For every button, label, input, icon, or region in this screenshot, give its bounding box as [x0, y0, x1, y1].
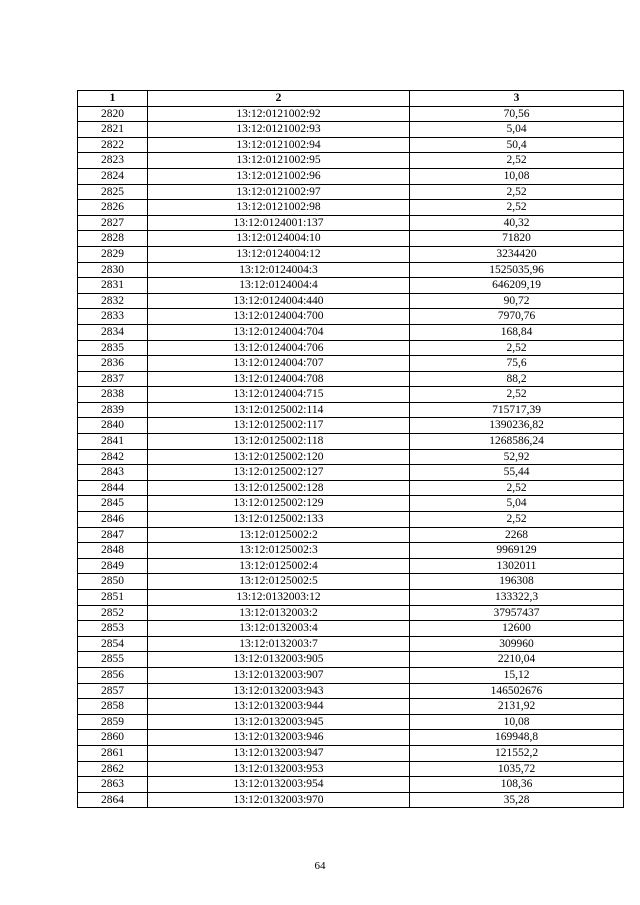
cadastral-number-cell: 13:12:0132003:947: [148, 745, 410, 761]
cadastral-number-cell: 13:12:0132003:4: [148, 621, 410, 637]
table-row: [78, 745, 624, 761]
cadastral-number-cell: 13:12:0124001:137: [148, 215, 410, 231]
table-row: [78, 496, 624, 512]
table-row: [78, 449, 624, 465]
row-number-cell: 2851: [78, 590, 148, 606]
cadastral-number-cell: 13:12:0125002:128: [148, 480, 410, 496]
table-row: [78, 293, 624, 309]
table-row: [78, 168, 624, 184]
row-number-cell: 2861: [78, 745, 148, 761]
cadastral-number-cell: 13:12:0124004:704: [148, 324, 410, 340]
cadastral-number-cell: 13:12:0132003:2: [148, 605, 410, 621]
row-number-cell: 2824: [78, 168, 148, 184]
cadastral-number-cell: 13:12:0124004:700: [148, 309, 410, 325]
table-row: [78, 761, 624, 777]
value-cell: 196308: [410, 574, 624, 590]
value-cell: 169948,8: [410, 730, 624, 746]
cadastral-number-cell: 13:12:0121002:94: [148, 137, 410, 153]
cadastral-number-cell: 13:12:0125002:117: [148, 418, 410, 434]
table-row: [78, 215, 624, 231]
table-row: [78, 714, 624, 730]
cadastral-number-cell: 13:12:0132003:953: [148, 761, 410, 777]
cadastral-number-cell: 13:12:0125002:2: [148, 527, 410, 543]
table-row: [78, 246, 624, 262]
row-number-cell: 2839: [78, 402, 148, 418]
value-cell: 1302011: [410, 558, 624, 574]
cadastral-number-cell: 13:12:0124004:715: [148, 387, 410, 403]
value-cell: 2131,92: [410, 699, 624, 715]
value-cell: 1525035,96: [410, 262, 624, 278]
cadastral-number-cell: 13:12:0121002:96: [148, 168, 410, 184]
table-row: [78, 543, 624, 559]
column-header-1: 1: [78, 91, 148, 107]
table-row: [78, 387, 624, 403]
row-number-cell: 2852: [78, 605, 148, 621]
cadastral-number-cell: 13:12:0132003:12: [148, 590, 410, 606]
row-number-cell: 2864: [78, 792, 148, 808]
value-cell: 88,2: [410, 371, 624, 387]
table-row: [78, 636, 624, 652]
row-number-cell: 2835: [78, 340, 148, 356]
row-number-cell: 2823: [78, 153, 148, 169]
table-row: [78, 278, 624, 294]
row-number-cell: 2854: [78, 636, 148, 652]
cadastral-number-cell: 13:12:0125002:4: [148, 558, 410, 574]
table-row: [78, 434, 624, 450]
value-cell: 168,84: [410, 324, 624, 340]
value-cell: 90,72: [410, 293, 624, 309]
value-cell: 15,12: [410, 667, 624, 683]
value-cell: 71820: [410, 231, 624, 247]
table-row: [78, 574, 624, 590]
table-row: [78, 200, 624, 216]
row-number-cell: 2853: [78, 621, 148, 637]
value-cell: 7970,76: [410, 309, 624, 325]
row-number-cell: 2850: [78, 574, 148, 590]
cadastral-number-cell: 13:12:0125002:118: [148, 434, 410, 450]
value-cell: 715717,39: [410, 402, 624, 418]
row-number-cell: 2840: [78, 418, 148, 434]
table-row: [78, 231, 624, 247]
row-number-cell: 2844: [78, 480, 148, 496]
value-cell: 121552,2: [410, 745, 624, 761]
cadastral-number-cell: 13:12:0125002:133: [148, 512, 410, 528]
data-table: [77, 90, 624, 808]
cadastral-number-cell: 13:12:0125002:120: [148, 449, 410, 465]
cadastral-number-cell: 13:12:0125002:114: [148, 402, 410, 418]
row-number-cell: 2828: [78, 231, 148, 247]
table-row: [78, 590, 624, 606]
row-number-cell: 2833: [78, 309, 148, 325]
value-cell: 2,52: [410, 512, 624, 528]
value-cell: 646209,19: [410, 278, 624, 294]
row-number-cell: 2838: [78, 387, 148, 403]
table-row: [78, 324, 624, 340]
value-cell: 40,32: [410, 215, 624, 231]
table-row: [78, 558, 624, 574]
cadastral-number-cell: 13:12:0121002:98: [148, 200, 410, 216]
table-row: [78, 652, 624, 668]
value-cell: 12600: [410, 621, 624, 637]
value-cell: 52,92: [410, 449, 624, 465]
table-row: [78, 418, 624, 434]
value-cell: 3234420: [410, 246, 624, 262]
table-row: [78, 777, 624, 793]
row-number-cell: 2855: [78, 652, 148, 668]
cadastral-number-cell: 13:12:0132003:954: [148, 777, 410, 793]
page-number: 64: [314, 860, 326, 872]
table-row: [78, 184, 624, 200]
table-row: [78, 699, 624, 715]
value-cell: 108,36: [410, 777, 624, 793]
column-header-2: 2: [148, 91, 410, 107]
value-cell: 9969129: [410, 543, 624, 559]
value-cell: 5,04: [410, 496, 624, 512]
cadastral-number-cell: 13:12:0125002:127: [148, 465, 410, 481]
table-row: [78, 527, 624, 543]
row-number-cell: 2827: [78, 215, 148, 231]
row-number-cell: 2841: [78, 434, 148, 450]
cadastral-number-cell: 13:12:0124004:4: [148, 278, 410, 294]
value-cell: 2,52: [410, 184, 624, 200]
table-row: [78, 512, 624, 528]
cadastral-number-cell: 13:12:0121002:92: [148, 106, 410, 122]
table-row: [78, 122, 624, 138]
value-cell: 2,52: [410, 200, 624, 216]
table-header-row: [78, 91, 624, 107]
row-number-cell: 2860: [78, 730, 148, 746]
row-number-cell: 2837: [78, 371, 148, 387]
cadastral-number-cell: 13:12:0121002:93: [148, 122, 410, 138]
row-number-cell: 2826: [78, 200, 148, 216]
table-row: [78, 402, 624, 418]
row-number-cell: 2847: [78, 527, 148, 543]
value-cell: 50,4: [410, 137, 624, 153]
cadastral-number-cell: 13:12:0124004:706: [148, 340, 410, 356]
row-number-cell: 2830: [78, 262, 148, 278]
value-cell: 1390236,82: [410, 418, 624, 434]
cadastral-number-cell: 13:12:0132003:945: [148, 714, 410, 730]
cadastral-number-cell: 13:12:0124004:10: [148, 231, 410, 247]
row-number-cell: 2863: [78, 777, 148, 793]
value-cell: 55,44: [410, 465, 624, 481]
cadastral-number-cell: 13:12:0125002:3: [148, 543, 410, 559]
cadastral-number-cell: 13:12:0132003:970: [148, 792, 410, 808]
cadastral-number-cell: 13:12:0124004:440: [148, 293, 410, 309]
cadastral-number-cell: 13:12:0132003:905: [148, 652, 410, 668]
table-row: [78, 309, 624, 325]
value-cell: 5,04: [410, 122, 624, 138]
cadastral-number-cell: 13:12:0132003:907: [148, 667, 410, 683]
cadastral-number-cell: 13:12:0124004:707: [148, 356, 410, 372]
row-number-cell: 2832: [78, 293, 148, 309]
table-row: [78, 137, 624, 153]
value-cell: 2,52: [410, 153, 624, 169]
cadastral-number-cell: 13:12:0132003:944: [148, 699, 410, 715]
value-cell: 35,28: [410, 792, 624, 808]
table-row: [78, 730, 624, 746]
value-cell: 146502676: [410, 683, 624, 699]
row-number-cell: 2859: [78, 714, 148, 730]
cadastral-number-cell: 13:12:0121002:95: [148, 153, 410, 169]
table-row: [78, 371, 624, 387]
value-cell: 133322,3: [410, 590, 624, 606]
cadastral-number-cell: 13:12:0124004:708: [148, 371, 410, 387]
value-cell: 75,6: [410, 356, 624, 372]
row-number-cell: 2822: [78, 137, 148, 153]
row-number-cell: 2848: [78, 543, 148, 559]
cadastral-number-cell: 13:12:0125002:129: [148, 496, 410, 512]
row-number-cell: 2834: [78, 324, 148, 340]
cadastral-number-cell: 13:12:0132003:7: [148, 636, 410, 652]
table-row: [78, 106, 624, 122]
value-cell: 2,52: [410, 480, 624, 496]
table-row: [78, 153, 624, 169]
column-header-3: 3: [410, 91, 624, 107]
value-cell: 2210,04: [410, 652, 624, 668]
value-cell: 1268586,24: [410, 434, 624, 450]
row-number-cell: 2849: [78, 558, 148, 574]
cadastral-number-cell: 13:12:0124004:12: [148, 246, 410, 262]
row-number-cell: 2846: [78, 512, 148, 528]
row-number-cell: 2856: [78, 667, 148, 683]
row-number-cell: 2825: [78, 184, 148, 200]
row-number-cell: 2842: [78, 449, 148, 465]
cadastral-number-cell: 13:12:0124004:3: [148, 262, 410, 278]
table-row: [78, 356, 624, 372]
row-number-cell: 2862: [78, 761, 148, 777]
cadastral-number-cell: 13:12:0125002:5: [148, 574, 410, 590]
row-number-cell: 2858: [78, 699, 148, 715]
table-row: [78, 605, 624, 621]
row-number-cell: 2829: [78, 246, 148, 262]
row-number-cell: 2821: [78, 122, 148, 138]
table-row: [78, 465, 624, 481]
table-body: [78, 106, 624, 808]
table-row: [78, 621, 624, 637]
table-row: [78, 262, 624, 278]
row-number-cell: 2857: [78, 683, 148, 699]
cadastral-number-cell: 13:12:0121002:97: [148, 184, 410, 200]
value-cell: 309960: [410, 636, 624, 652]
row-number-cell: 2831: [78, 278, 148, 294]
row-number-cell: 2820: [78, 106, 148, 122]
table-row: [78, 667, 624, 683]
table-row: [78, 683, 624, 699]
row-number-cell: 2836: [78, 356, 148, 372]
row-number-cell: 2845: [78, 496, 148, 512]
value-cell: 70,56: [410, 106, 624, 122]
value-cell: 1035,72: [410, 761, 624, 777]
value-cell: 10,08: [410, 714, 624, 730]
cadastral-number-cell: 13:12:0132003:943: [148, 683, 410, 699]
row-number-cell: 2843: [78, 465, 148, 481]
value-cell: 2,52: [410, 387, 624, 403]
value-cell: 37957437: [410, 605, 624, 621]
table-row: [78, 792, 624, 808]
cadastral-number-cell: 13:12:0132003:946: [148, 730, 410, 746]
table-row: [78, 340, 624, 356]
value-cell: 10,08: [410, 168, 624, 184]
value-cell: 2268: [410, 527, 624, 543]
value-cell: 2,52: [410, 340, 624, 356]
table-row: [78, 480, 624, 496]
